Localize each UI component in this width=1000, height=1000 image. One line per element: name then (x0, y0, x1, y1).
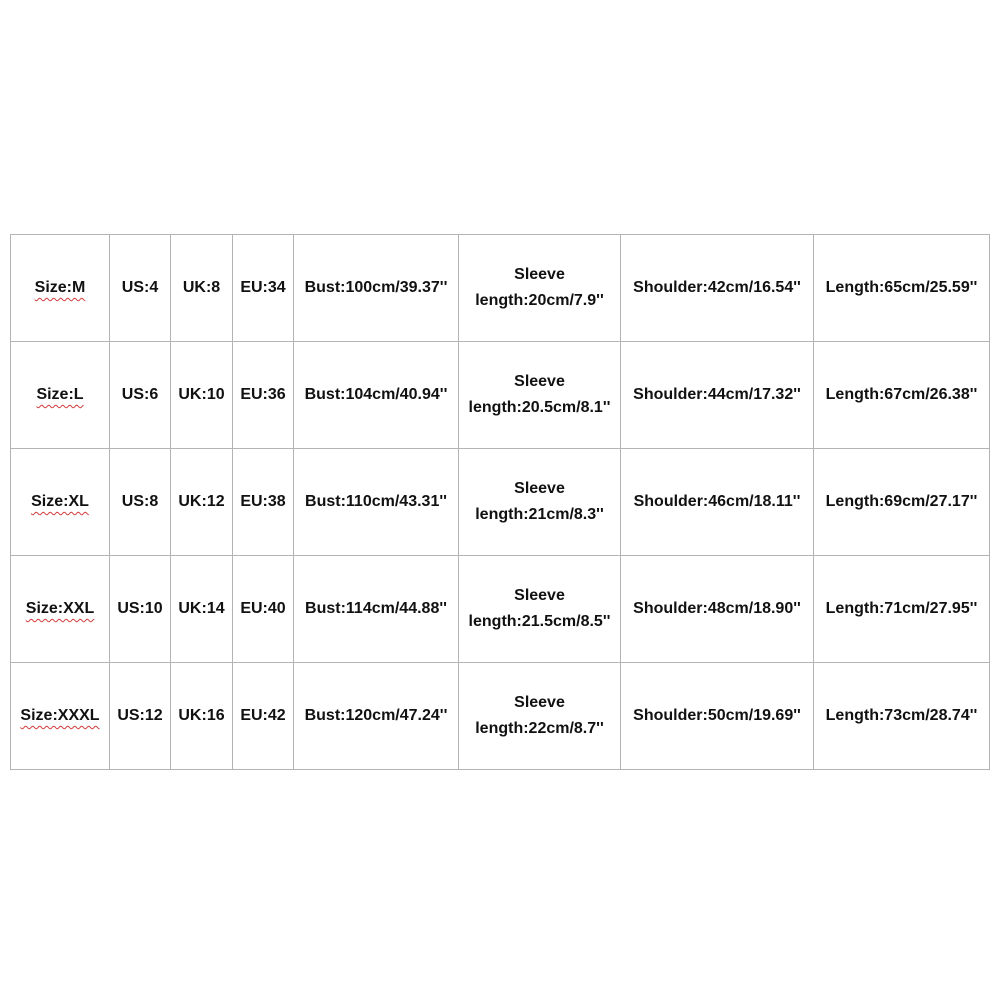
us-size-cell: US:12 (110, 663, 171, 770)
size-row-l (11, 342, 990, 449)
uk-size-cell: UK:12 (171, 449, 233, 556)
eu-size-cell: EU:38 (233, 449, 294, 556)
sleeve-label: Sleeve (514, 266, 565, 283)
eu-size-cell: EU:34 (233, 235, 294, 342)
size-label: Size:M (34, 279, 86, 296)
sleeve-value: length:21cm/8.3'' (475, 506, 604, 523)
length-cell: Length:73cm/28.74'' (814, 663, 990, 770)
size-cell (11, 449, 110, 556)
size-label: Size:L (36, 386, 84, 403)
size-label: Size:XXXL (20, 707, 100, 724)
size-chart-table (10, 234, 990, 770)
size-cell (11, 663, 110, 770)
size-cell (11, 556, 110, 663)
sleeve-value: length:20cm/7.9'' (475, 292, 604, 309)
length-cell: Length:65cm/25.59'' (814, 235, 990, 342)
sleeve-label: Sleeve (514, 694, 565, 711)
bust-cell: Bust:110cm/43.31'' (294, 449, 459, 556)
shoulder-cell: Shoulder:46cm/18.11'' (621, 449, 814, 556)
shoulder-cell: Shoulder:50cm/19.69'' (621, 663, 814, 770)
uk-size-cell: UK:10 (171, 342, 233, 449)
length-cell: Length:69cm/27.17'' (814, 449, 990, 556)
uk-size-cell: UK:14 (171, 556, 233, 663)
sleeve-label: Sleeve (514, 480, 565, 497)
sleeve-length-cell (459, 235, 621, 342)
us-size-cell: US:4 (110, 235, 171, 342)
length-cell: Length:67cm/26.38'' (814, 342, 990, 449)
size-row-m (11, 235, 990, 342)
sleeve-value: length:21.5cm/8.5'' (468, 613, 611, 630)
shoulder-cell: Shoulder:44cm/17.32'' (621, 342, 814, 449)
size-row-xl (11, 449, 990, 556)
us-size-cell: US:10 (110, 556, 171, 663)
sleeve-length-cell (459, 342, 621, 449)
size-label: Size:XXL (25, 600, 95, 617)
sleeve-label: Sleeve (514, 587, 565, 604)
bust-cell: Bust:100cm/39.37'' (294, 235, 459, 342)
bust-cell: Bust:114cm/44.88'' (294, 556, 459, 663)
size-cell (11, 235, 110, 342)
size-row-xxxl (11, 663, 990, 770)
uk-size-cell: UK:16 (171, 663, 233, 770)
eu-size-cell: EU:36 (233, 342, 294, 449)
sleeve-length-cell (459, 663, 621, 770)
eu-size-cell: EU:42 (233, 663, 294, 770)
uk-size-cell: UK:8 (171, 235, 233, 342)
us-size-cell: US:8 (110, 449, 171, 556)
sleeve-value: length:20.5cm/8.1'' (468, 399, 611, 416)
length-cell: Length:71cm/27.95'' (814, 556, 990, 663)
bust-cell: Bust:104cm/40.94'' (294, 342, 459, 449)
eu-size-cell: EU:40 (233, 556, 294, 663)
shoulder-cell: Shoulder:42cm/16.54'' (621, 235, 814, 342)
size-label: Size:XL (31, 493, 89, 510)
sleeve-length-cell (459, 556, 621, 663)
bust-cell: Bust:120cm/47.24'' (294, 663, 459, 770)
shoulder-cell: Shoulder:48cm/18.90'' (621, 556, 814, 663)
us-size-cell: US:6 (110, 342, 171, 449)
sleeve-value: length:22cm/8.7'' (475, 720, 604, 737)
size-cell (11, 342, 110, 449)
sleeve-length-cell (459, 449, 621, 556)
sleeve-label: Sleeve (514, 373, 565, 390)
size-row-xxl (11, 556, 990, 663)
